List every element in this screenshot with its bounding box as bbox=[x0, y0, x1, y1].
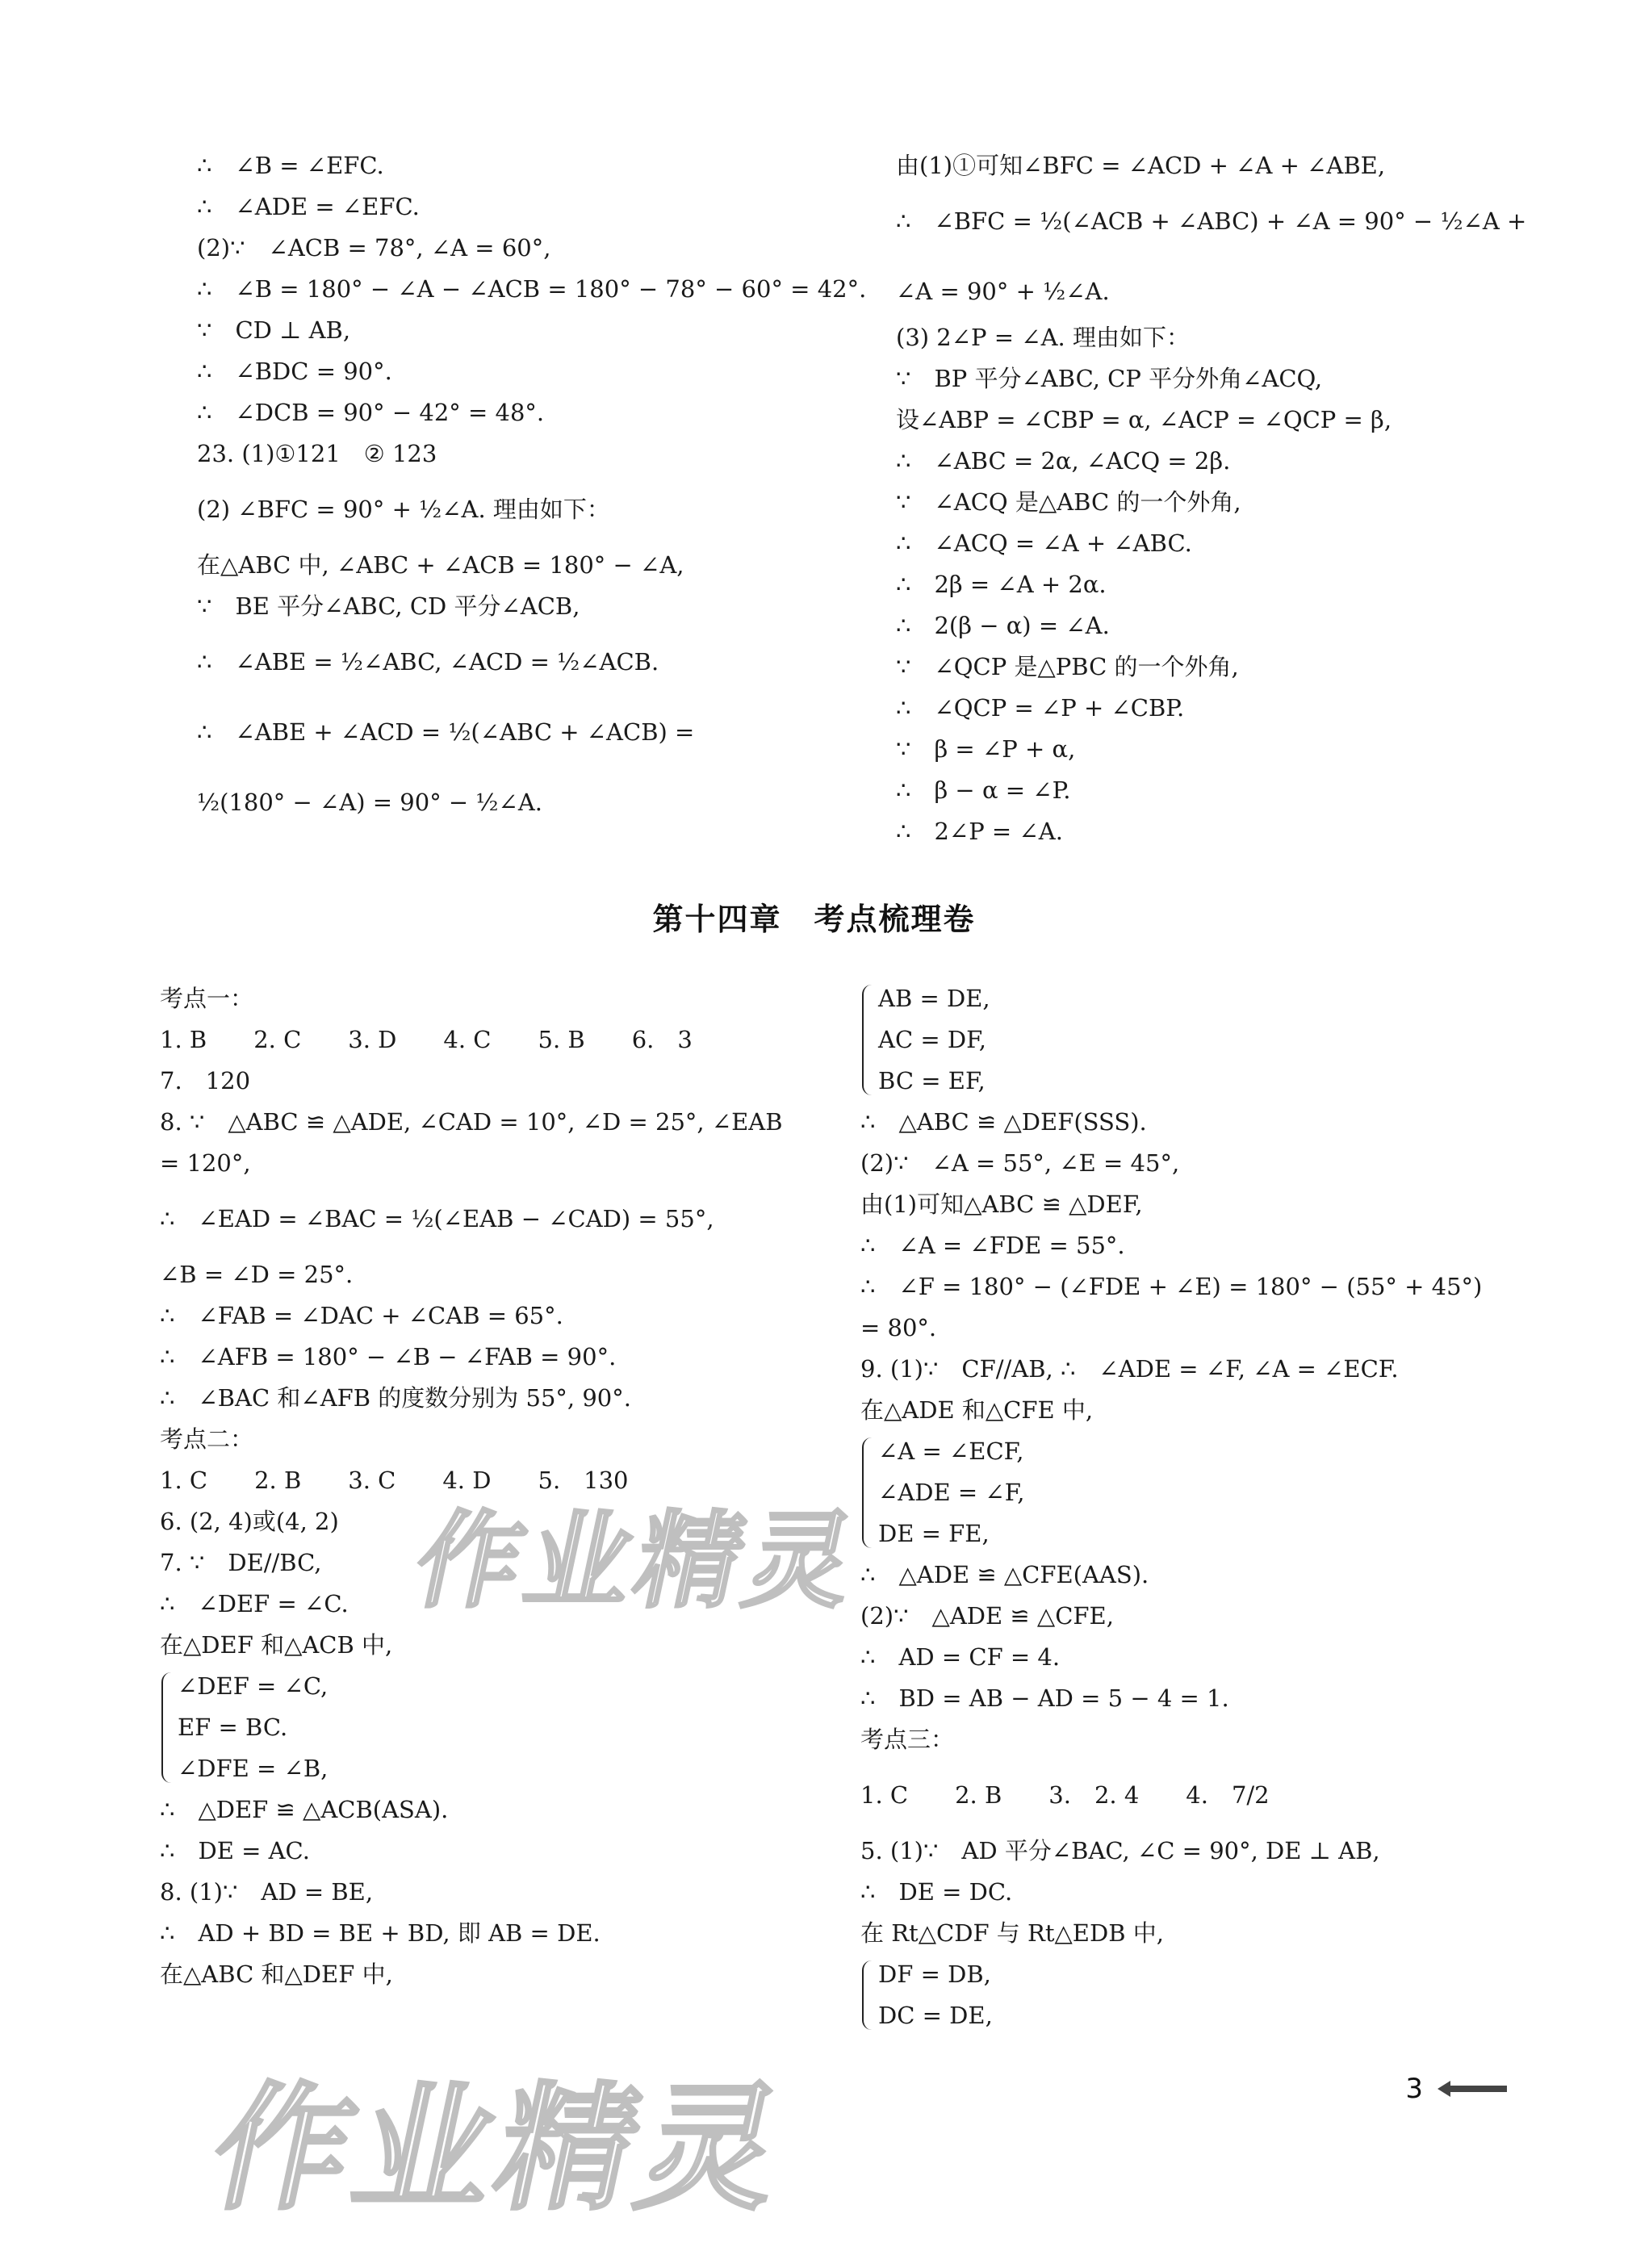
answer-line: ∴ 2β = ∠A + 2α. bbox=[896, 571, 1107, 599]
chapter-title: 第十四章 考点梳理卷 bbox=[652, 902, 976, 937]
top-left-column bbox=[197, 145, 867, 823]
arrow-left-icon bbox=[1438, 2073, 1507, 2105]
equation-line: DE = FE, bbox=[878, 1520, 990, 1548]
answer-line: ∴ △DEF ≌ △ACB(ASA). bbox=[160, 1796, 449, 1824]
answer-line: 在△ADE 和△CFE 中, bbox=[860, 1396, 1094, 1425]
answer-line: ∴ BD = AB − AD = 5 − 4 = 1. bbox=[860, 1684, 1229, 1713]
equation-line: EF = BC. bbox=[178, 1714, 288, 1742]
equation-system-brace bbox=[160, 1666, 822, 1789]
answer-line: ∴ ∠AFB = 180° − ∠B − ∠FAB = 90°. bbox=[160, 1343, 617, 1371]
page-number bbox=[1405, 2073, 1507, 2105]
answer-line: ∴ ∠B = 180° − ∠A − ∠ACB = 180° − 78° − 60° = 42°. bbox=[197, 275, 867, 303]
answer-line: ∴ 2(β − α) = ∠A. bbox=[896, 612, 1110, 640]
watermark: 作业精灵 bbox=[404, 1500, 870, 1622]
equation-line: AB = DE, bbox=[878, 985, 990, 1013]
answer-line: ∴ DE = DC. bbox=[860, 1878, 1013, 1906]
equation-line: DC = DE, bbox=[878, 2002, 993, 2030]
answer-line: (2) ∠BFC = 90° + ½∠A. 理由如下： bbox=[197, 496, 610, 524]
section-heading: 考点一： bbox=[160, 985, 254, 1013]
answer-line: ∴ ∠ABE = ½∠ABC, ∠ACD = ½∠ACB. bbox=[197, 648, 659, 676]
answer-line: 1. C 2. B 3. C 4. D 5. 130 bbox=[160, 1467, 629, 1495]
answer-line: ∴ DE = AC. bbox=[160, 1837, 310, 1865]
answer-line: 5. (1)∵ AD 平分∠BAC, ∠C = 90°, DE ⊥ AB, bbox=[860, 1837, 1380, 1865]
top-right-column bbox=[896, 145, 1525, 852]
answer-line: 7. 120 bbox=[160, 1067, 251, 1095]
answer-line: ∴ ∠ABE + ∠ACD = ½(∠ABC + ∠ACB) = bbox=[197, 718, 695, 747]
answer-line: 1. C 2. B 3. 2. 4 4. 7/2 bbox=[860, 1781, 1270, 1810]
answer-line: ∴ ∠B = ∠EFC. bbox=[197, 152, 384, 180]
equation-line: ∠ADE = ∠F, bbox=[878, 1479, 1025, 1507]
watermark: 作业精灵 bbox=[198, 2069, 801, 2229]
answer-line: 1. B 2. C 3. D 4. C 5. B 6. 3 bbox=[160, 1026, 693, 1054]
answer-line: ∴ ∠BDC = 90°. bbox=[197, 358, 392, 386]
answer-line: ∴ 2∠P = ∠A. bbox=[896, 818, 1063, 846]
answer-line: ∴ ∠BAC 和∠AFB 的度数分别为 55°, 90°. bbox=[160, 1384, 631, 1412]
answer-line: (3) 2∠P = ∠A. 理由如下： bbox=[896, 324, 1190, 352]
answer-line: ∴ ∠BFC = ½(∠ACB + ∠ABC) + ∠A = 90° − ½∠A + bbox=[896, 207, 1527, 236]
answer-line: 8. ∵ △ABC ≌ △ADE, ∠CAD = 10°, ∠D = 25°, ∠EAB bbox=[160, 1108, 783, 1136]
answer-line: ∵ ∠ACQ 是△ABC 的一个外角, bbox=[896, 488, 1241, 517]
answer-line: ∴ ∠A = ∠FDE = 55°. bbox=[860, 1232, 1125, 1260]
answer-line: 6. (2, 4)或(4, 2) bbox=[160, 1508, 339, 1536]
equation-line: ∠A = ∠ECF, bbox=[878, 1437, 1024, 1466]
answer-line: (2)∵ ∠A = 55°, ∠E = 45°, bbox=[860, 1149, 1180, 1178]
answer-line: 由(1)①可知∠BFC = ∠ACD + ∠A + ∠ABE, bbox=[896, 152, 1386, 180]
answer-line: ∴ AD = CF = 4. bbox=[860, 1643, 1061, 1672]
answer-line: ∵ CD ⊥ AB, bbox=[197, 316, 351, 345]
answer-line: ∴ ∠QCP = ∠P + ∠CBP. bbox=[896, 694, 1185, 722]
answer-line: ∴ ∠ADE = ∠EFC. bbox=[197, 193, 420, 221]
equation-line: ∠DEF = ∠C, bbox=[178, 1672, 329, 1701]
answer-line: 9. (1)∵ CF//AB, ∴ ∠ADE = ∠F, ∠A = ∠ECF. bbox=[860, 1355, 1399, 1383]
answer-line: 在 Rt△CDF 与 Rt△EDB 中, bbox=[860, 1919, 1164, 1948]
answer-line: 设∠ABP = ∠CBP = α, ∠ACP = ∠QCP = β, bbox=[896, 406, 1392, 434]
answer-line: = 80°. bbox=[860, 1314, 937, 1342]
answer-line: ∴ ∠DEF = ∠C. bbox=[160, 1590, 349, 1618]
answer-line: ∴ ∠FAB = ∠DAC + ∠CAB = 65°. bbox=[160, 1302, 563, 1330]
answer-line: ∵ BE 平分∠ABC, CD 平分∠ACB, bbox=[197, 592, 580, 621]
answer-line: ∵ BP 平分∠ABC, CP 平分外角∠ACQ, bbox=[896, 365, 1323, 393]
answer-line: ∴ ∠DCB = 90° − 42° = 48°. bbox=[197, 399, 545, 427]
answer-line: ∠B = ∠D = 25°. bbox=[160, 1261, 354, 1289]
equation-line: AC = DF, bbox=[878, 1026, 986, 1054]
section-heading: 考点二： bbox=[160, 1425, 254, 1454]
equation-line: DF = DB, bbox=[878, 1960, 991, 1989]
answer-line: ∴ β − α = ∠P. bbox=[896, 776, 1071, 805]
answer-line: ∴ AD + BD = BE + BD, 即 AB = DE. bbox=[160, 1919, 601, 1948]
equation-system-brace bbox=[860, 1431, 1514, 1555]
answer-line: ∠A = 90° + ½∠A. bbox=[896, 278, 1110, 306]
answer-line: ∴ ∠EAD = ∠BAC = ½(∠EAB − ∠CAD) = 55°, bbox=[160, 1205, 714, 1233]
answer-line: 23. (1)①121 ② 123 bbox=[197, 440, 437, 468]
answer-line: ∵ ∠QCP 是△PBC 的一个外角, bbox=[896, 653, 1239, 681]
answer-line: ∵ β = ∠P + α, bbox=[896, 735, 1076, 764]
equation-line: BC = EF, bbox=[878, 1067, 986, 1095]
answer-line: 由(1)可知△ABC ≌ △DEF, bbox=[860, 1190, 1143, 1219]
answer-line: ∴ ∠F = 180° − (∠FDE + ∠E) = 180° − (55° + 45°) bbox=[860, 1273, 1483, 1301]
answer-line: ∴ ∠ACQ = ∠A + ∠ABC. bbox=[896, 529, 1192, 558]
equation-system-brace bbox=[860, 1954, 1514, 2036]
answer-line: ∴ ∠ABC = 2α, ∠ACQ = 2β. bbox=[896, 447, 1231, 475]
answer-line: = 120°, bbox=[160, 1149, 251, 1178]
answer-line: 8. (1)∵ AD = BE, bbox=[160, 1878, 374, 1906]
section-heading: 考点三： bbox=[860, 1726, 955, 1754]
answer-line: 在△ABC 中, ∠ABC + ∠ACB = 180° − ∠A, bbox=[197, 551, 684, 580]
answer-line: (2)∵ ∠ACB = 78°, ∠A = 60°, bbox=[197, 234, 551, 262]
equation-system-brace bbox=[860, 978, 1514, 1102]
equation-line: ∠DFE = ∠B, bbox=[178, 1755, 329, 1783]
answer-line: 在△ABC 和△DEF 中, bbox=[160, 1960, 393, 1989]
page-number-text: 3 bbox=[1405, 2073, 1423, 2105]
answer-line: (2)∵ △ADE ≌ △CFE, bbox=[860, 1602, 1114, 1630]
answer-line: ∴ △ABC ≌ △DEF(SSS). bbox=[860, 1108, 1147, 1136]
bottom-right-column bbox=[860, 978, 1514, 2036]
answer-line: 7. ∵ DE//BC, bbox=[160, 1549, 322, 1577]
answer-line: 在△DEF 和△ACB 中, bbox=[160, 1631, 393, 1659]
answer-line: ∴ △ADE ≌ △CFE(AAS). bbox=[860, 1561, 1149, 1589]
answer-line: ½(180° − ∠A) = 90° − ½∠A. bbox=[197, 789, 543, 817]
